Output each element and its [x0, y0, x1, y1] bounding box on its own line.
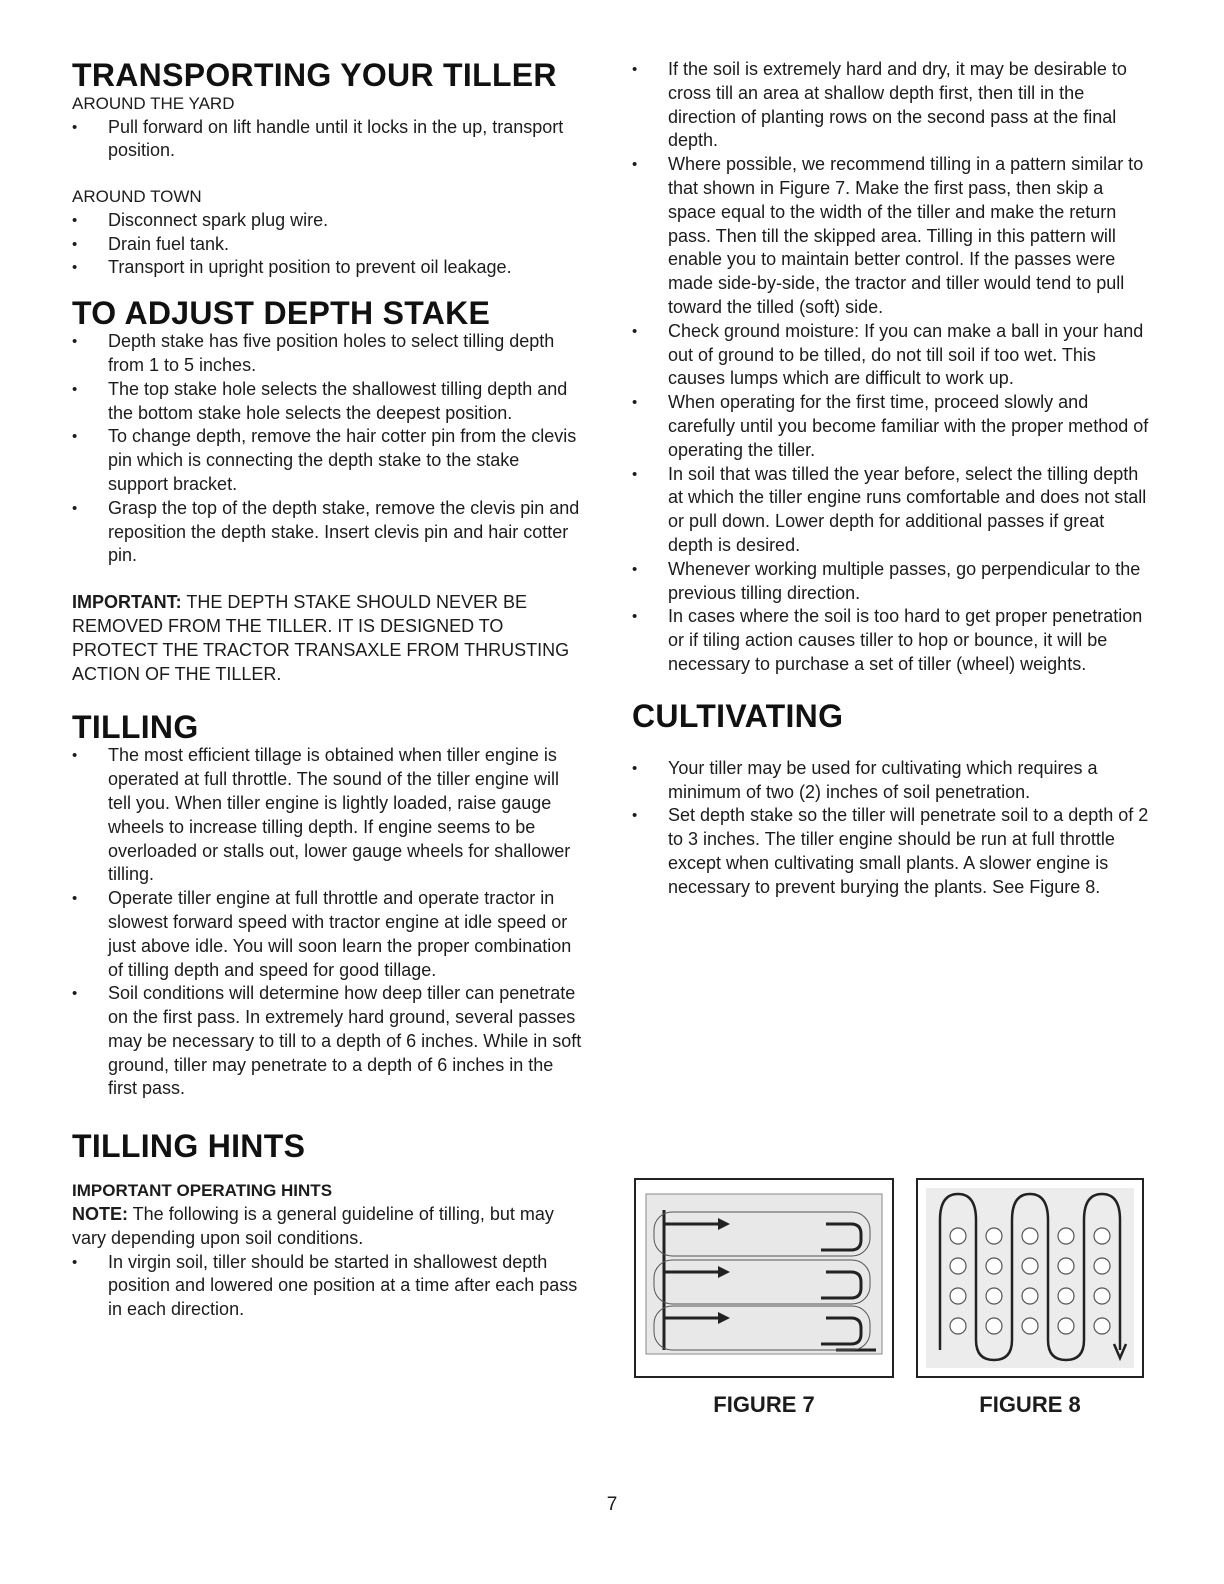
plant-icon — [950, 1318, 966, 1334]
list-item: • Operate tiller engine at full throttle and operate tractor in slowest forward speed with tractor engine at idle speed or just above idle. You will soon learn the proper combination of tilling depth and speed for good tillage. — [72, 887, 582, 982]
cultivating-list — [632, 757, 1152, 900]
important-label: IMPORTANT: — [72, 592, 182, 613]
list-item: • Transport in upright position to prevent oil leakage. — [72, 256, 582, 280]
list-item: • The top stake hole selects the shallowest tilling depth and the bottom stake hole selects the deepest position. — [72, 378, 582, 426]
figure-7-label: FIGURE 7 — [713, 1392, 815, 1417]
hints-note — [72, 1203, 582, 1251]
plant-icon — [1094, 1258, 1110, 1274]
hints-left-list — [72, 1251, 582, 1322]
note-text: The following is a general guideline of tilling, but may vary depending upon soil conditions. — [72, 1204, 554, 1248]
figure-8-diagram — [916, 1178, 1144, 1378]
list-item: • If the soil is extremely hard and dry, it may be desirable to cross till an area at shallow depth first, then till in the direction of planting rows on the second pass at the final depth. — [632, 58, 1152, 153]
plant-icon — [1094, 1288, 1110, 1304]
plant-icon — [1058, 1288, 1074, 1304]
hints-subheading: IMPORTANT OPERATING HINTS — [72, 1181, 333, 1201]
plant-icon — [950, 1258, 966, 1274]
right-column — [632, 58, 1152, 900]
yard-heading: AROUND THE YARD — [72, 94, 235, 113]
list-item: • Pull forward on lift handle until it locks in the up, transport position. — [72, 116, 582, 164]
important-text: THE DEPTH STAKE SHOULD NEVER BE REMOVED FROM THE TILLER. IT IS DESIGNED TO PROTECT THE TRACTOR TRANSAXLE FROM THRUSTING ACTION OF THE TILLER. — [72, 592, 570, 684]
figure-7-diagram — [634, 1178, 894, 1378]
list-item: • Set depth stake so the tiller will penetrate soil to a depth of 2 to 3 inches. The tiller engine should be run at full throttle except when cultivating small plants. A slower engine is necessary to prevent burying the plants. See Figure 8. — [632, 804, 1152, 899]
plant-icon — [1022, 1258, 1038, 1274]
yard-list — [72, 116, 582, 164]
plant-icon — [1094, 1228, 1110, 1244]
depth-list — [72, 330, 582, 568]
plant-icon — [1094, 1318, 1110, 1334]
tilling-title: TILLING — [72, 709, 199, 746]
tilled-area — [646, 1194, 882, 1354]
list-item: • Soil conditions will determine how deep tiller can penetrate on the first pass. In extremely hard ground, several passes may be necessary to till to a depth of 6 inches. While in soft ground, tiller may penetrate to a depth of 6 inches in the first pass. — [72, 982, 582, 1101]
list-item: • Whenever working multiple passes, go perpendicular to the previous tilling direction. — [632, 558, 1152, 606]
plant-icon — [986, 1258, 1002, 1274]
cultivating-title: CULTIVATING — [632, 697, 844, 734]
town-list — [72, 209, 582, 280]
important-note — [72, 591, 582, 686]
page-number: 7 — [606, 1494, 618, 1515]
hints-right-list — [632, 58, 1152, 677]
left-column — [72, 58, 582, 1322]
list-item: • Depth stake has five position holes to select tilling depth from 1 to 5 inches. — [72, 330, 582, 378]
figure-8-label: FIGURE 8 — [979, 1392, 1081, 1417]
list-item: • In cases where the soil is too hard to get proper penetration or if tiling action causes tiller to hop or bounce, it will be necessary to purchase a set of tiller (wheel) weights. — [632, 605, 1152, 676]
list-item: • Check ground moisture: If you can make a ball in your hand out of ground to be tilled, do not till soil if too wet. This causes lumps which are difficult to work up. — [632, 320, 1152, 391]
row-area — [926, 1188, 1134, 1368]
plant-icon — [1022, 1228, 1038, 1244]
hints-title: TILLING HINTS — [72, 1128, 306, 1165]
plant-icon — [1022, 1288, 1038, 1304]
plant-icon — [1058, 1258, 1074, 1274]
figures — [634, 1178, 1144, 1418]
list-item: • Grasp the top of the depth stake, remove the clevis pin and reposition the depth stake. Insert clevis pin and hair cotter pin. — [72, 497, 582, 568]
plant-icon — [1022, 1318, 1038, 1334]
plant-icon — [986, 1318, 1002, 1334]
plant-icon — [1058, 1318, 1074, 1334]
plant-icon — [950, 1288, 966, 1304]
list-item: • In virgin soil, tiller should be started in shallowest depth position and lowered one position at a time after each pass in each direction. — [72, 1251, 582, 1322]
note-label: NOTE: — [72, 1204, 128, 1225]
town-heading: AROUND TOWN — [72, 187, 202, 207]
list-item: • Drain fuel tank. — [72, 233, 582, 257]
plant-icon — [986, 1228, 1002, 1244]
list-item: • Disconnect spark plug wire. — [72, 209, 582, 233]
transport-title: TRANSPORTING YOUR TILLER — [72, 57, 557, 93]
plant-icon — [1058, 1228, 1074, 1244]
list-item: • Your tiller may be used for cultivating which requires a minimum of two (2) inches of soil penetration. — [632, 757, 1152, 805]
list-item: • When operating for the first time, proceed slowly and carefully until you become familiar with the proper method of operating the tiller. — [632, 391, 1152, 462]
list-item: • The most efficient tillage is obtained when tiller engine is operated at full throttle. The sound of the tiller engine will tell you. When tiller engine is lightly loaded, raise gauge wheels to increase tilling depth. If engine seems to be overloaded or stalls out, lower gauge wheels for shallower tilling. — [72, 744, 582, 887]
tilling-pattern-illustration — [636, 1180, 892, 1376]
list-item: • In soil that was tilled the year before, select the tilling depth at which the tiller engine runs comfortable and does not stall or pull down. Lower depth for additional passes if great depth is desired. — [632, 463, 1152, 558]
list-item: • To change depth, remove the hair cotter pin from the clevis pin which is connecting the depth stake to the stake support bracket. — [72, 425, 582, 496]
list-item: • Where possible, we recommend tilling in a pattern similar to that shown in Figure 7. Make the first pass, then skip a space equal to the width of the tiller and make the return pass. Then till the skipped area. Tilling in this pattern will enable you to maintain better control. If the passes were made side-by-side, the tractor and tiller would tend to pull toward the tilled (soft) side. — [632, 153, 1152, 320]
depth-title: TO ADJUST DEPTH STAKE — [72, 295, 491, 332]
plant-icon — [950, 1228, 966, 1244]
cultivating-pattern-illustration — [918, 1180, 1142, 1376]
plant-icon — [986, 1288, 1002, 1304]
tilling-list — [72, 744, 582, 1101]
